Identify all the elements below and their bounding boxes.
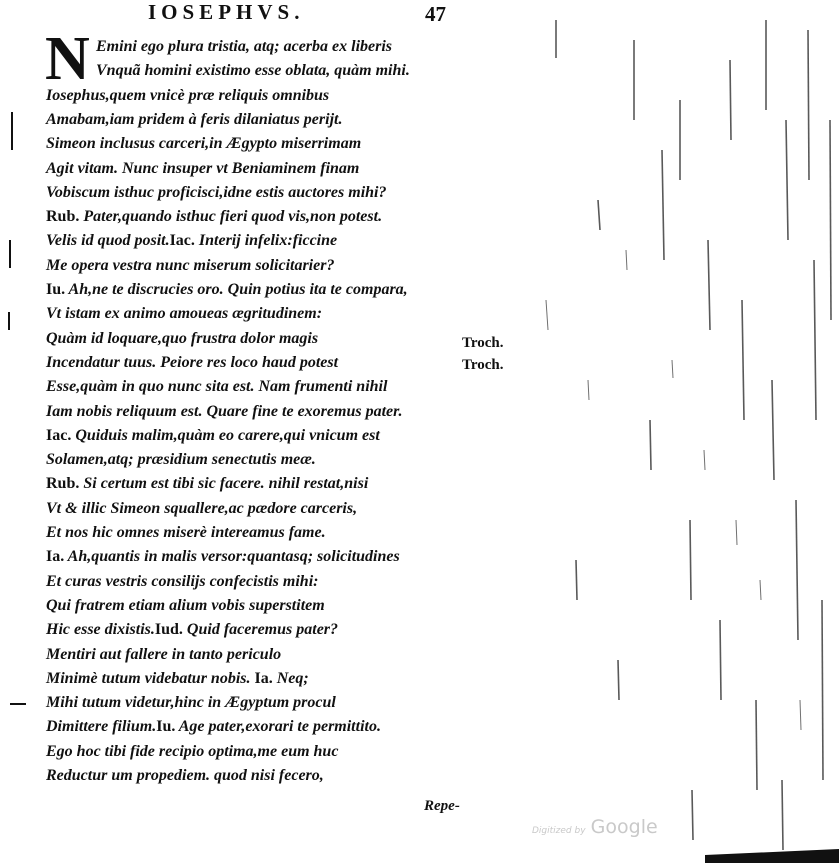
verse-line (46, 229, 337, 253)
verse-line (46, 764, 324, 788)
verse-text: Minimè tutum videbatur nobis. (46, 669, 251, 687)
verse-text: Et curas vestris consilijs confecistis mihi: (46, 572, 319, 590)
verse-text: Ego hoc tibi fide recipio optima,me eum huc (46, 742, 339, 760)
catchword: Repe- (424, 798, 460, 814)
speaker-label: Ia. (46, 548, 65, 566)
speaker-label: Ia. (250, 669, 273, 687)
verse-text: Et nos hic omnes miserè intereamus fame. (46, 524, 326, 541)
verse-line (46, 545, 400, 569)
speaker-label: Iac. (169, 232, 195, 250)
verse-line (46, 254, 334, 278)
verse-line (46, 448, 316, 472)
verse-text: Quàm id loquare,quo frustra dolor magis (46, 329, 319, 347)
verse-text: Ah,quantis in malis versor:quantasq; solicitudines (64, 548, 400, 566)
page-number: 47 (425, 2, 446, 26)
verse-line (46, 302, 322, 326)
verse-text: Solamen,atq; præsidium senectutis meæ. (46, 451, 316, 469)
verse-text: Vnquã homini existimo esse oblata, quàm mihi. (96, 62, 410, 80)
verse-text: Agit vitam. Nunc insuper vt Beniaminem finam (46, 159, 360, 177)
verse-text: Vobiscum isthuc proficisci,idne estis auctores mihi? (46, 183, 387, 201)
verse-line (46, 667, 309, 691)
verse-line (46, 157, 359, 181)
watermark-prefix: Digitized by (532, 826, 586, 836)
verse-text: Pater,quando isthuc fieri quod vis,non potest. (79, 208, 383, 226)
verse-line (46, 327, 318, 351)
verse-line (46, 351, 338, 375)
verse-line (46, 84, 329, 108)
verse-text: Simeon inclusus carceri,in Ægypto miserrimam (46, 135, 362, 153)
verse-text: Vt istam ex animo amoueas ægritudinem: (46, 305, 323, 323)
verse-line (46, 521, 326, 545)
drop-capital: N (45, 25, 90, 93)
verse-text: Esse,quàm in quo nunc sita est. Nam frumenti nihil (46, 378, 388, 396)
verse-text: Dimittere filium. (46, 718, 157, 736)
verse-line (46, 108, 342, 132)
verse-line (46, 424, 380, 448)
verse-line (46, 278, 408, 302)
verse-text: Age pater,exorari te permittito. (175, 718, 381, 736)
verse-text: Iam nobis reliquum est. Quare fine te exoremus pater. (46, 402, 403, 420)
running-title: IOSEPHVS. (148, 0, 305, 24)
verse-text: Reductur um propediem. quod nisi fecero, (46, 767, 324, 784)
verse-line (46, 205, 382, 229)
marginal-note: Troch. (462, 357, 504, 373)
speaker-label: Iu. (46, 281, 66, 298)
verse-line (46, 181, 386, 205)
verse-line (46, 132, 361, 156)
verse-line (46, 375, 387, 399)
verse-text: Velis id quod posit. (46, 232, 170, 250)
verse-line (46, 594, 325, 618)
verse-line (96, 35, 392, 59)
verse-text: Iosephus,quem vnicè præ reliquis omnibus (46, 86, 330, 104)
verse-text: Incendatur tuus. Peiore res loco haud potest (46, 353, 339, 371)
speaker-label: Iu. (156, 718, 176, 736)
marginal-note: Troch. (462, 335, 504, 351)
verse-text: Emini ego plura tristia, atq; acerba ex liberis (96, 38, 393, 55)
verse-line (46, 618, 338, 642)
watermark-logo-text: Google (590, 816, 658, 838)
verse-line (46, 400, 402, 424)
running-head (0, 0, 520, 26)
verse-line (46, 643, 281, 667)
verse-line (46, 472, 368, 496)
verse-text: Me opera vestra nunc miserum solicitarier? (46, 256, 335, 274)
verse-line (96, 59, 410, 83)
google-watermark (532, 816, 658, 838)
verse-line (46, 691, 336, 715)
verse-text: Ah,ne te discrucies oro. Quin potius ita te compara, (65, 281, 408, 298)
verse-text: Hic esse dixistis. (46, 621, 155, 639)
verse-text: Amabam,iam pridem à feris dilaniatus perijt. (46, 110, 343, 128)
verse-text: Qui fratrem etiam alium vobis superstitem (46, 596, 325, 614)
verse-line (46, 740, 338, 764)
verse-text: Mihi tutum videtur,hinc in Ægyptum procul (46, 694, 336, 712)
speaker-label: Iud. (154, 621, 183, 639)
verse-line (46, 570, 318, 594)
verse-line (46, 497, 357, 521)
speaker-label: Iac. (46, 426, 72, 444)
verse-text: Si certum est tibi sic facere. nihil restat,nisi (79, 475, 369, 493)
speaker-label: Rub. (46, 475, 80, 493)
verse-text: Mentiri aut fallere in tanto periculo (46, 645, 282, 663)
verse-text: Quid faceremus pater? (182, 621, 339, 639)
verse-text: Interij infelix:ficcine (194, 232, 338, 250)
verse-line (46, 715, 381, 739)
verse-text: Quiduis malim,quàm eo carere,qui vnicum est (71, 426, 380, 444)
verse-text: Vt & illic Simeon squallere,ac pædore carceris, (46, 499, 358, 517)
speaker-label: Rub. (46, 208, 80, 226)
bleed-through-texture (530, 0, 839, 863)
verse-text: Neq; (272, 669, 309, 687)
